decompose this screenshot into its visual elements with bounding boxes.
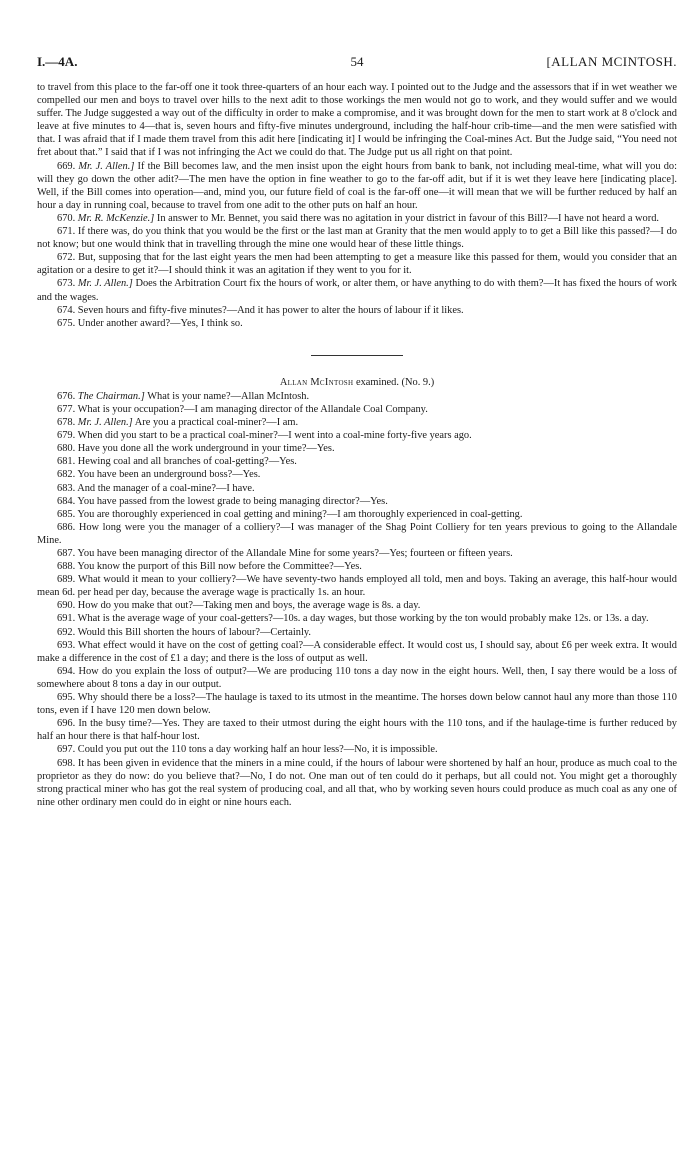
question-text: When did you start to be a practical coal-miner?—I went into a coal-mine forty-five years ago. [77,430,472,442]
question-number: 671. [57,226,76,238]
question-paragraph [37,743,677,756]
question-paragraph [37,547,677,560]
question-number: 680. [57,443,76,455]
section-divider [311,355,403,356]
question-text: How do you explain the loss of output?—We are producing 110 tons a day now in the eight hours. Well, then, I say there would be a loss of somewhere about 8 tons a day in our output. [37,665,677,690]
question-paragraph [37,429,677,442]
question-number: 682. [57,469,76,481]
question-paragraph [37,665,677,691]
question-paragraph [37,416,677,429]
question-text: What would it mean to your colliery?—We have seventy-two hands employed all told, men and boys. Taking an average, this half-hour would mean 6d. per head per day, because the average wage is practically 1s. an hour. [37,574,677,599]
question-paragraph [37,304,677,317]
question-number: 692. [57,626,76,638]
witness-heading [37,376,677,389]
page-number: 54 [350,54,364,69]
question-number: 676. [57,390,76,402]
question-number: 678. [57,417,76,429]
speaker-name: Mr. J. Allen.] [77,417,133,429]
evidence-section-2 [37,390,677,809]
question-number: 693. [57,639,76,651]
question-paragraph [37,599,677,612]
question-text: How long were you the manager of a colliery?—I was manager of the Shag Point Colliery for ten years previous to going to the Allandale Mine. [37,521,677,546]
question-number: 689. [57,574,76,586]
question-paragraph [37,403,677,416]
question-number: 675. [57,317,76,329]
question-number: 688. [57,561,76,573]
question-number: 691. [57,613,76,625]
question-number: 685. [57,508,76,520]
question-paragraph [37,626,677,639]
question-text: How do you make that out?—Taking men and boys, the average wage is 8s. a day. [77,600,421,612]
question-number: 670. [57,212,76,224]
witness-name: Allan McIntosh [279,376,354,388]
speaker-name: The Chairman.] [77,390,145,402]
page-body [37,81,677,809]
question-paragraph [37,639,677,665]
question-number: 672. [57,252,76,264]
question-text: Have you done all the work underground in your time?—Yes. [77,443,335,455]
speaker-name: Mr. R. McKenzie.] [77,212,155,224]
question-paragraph [37,521,677,547]
question-text: In answer to Mr. Bennet, you said there was no agitation in your district in favour of this Bill?—I have not heard a word. [156,212,659,224]
question-paragraph [37,508,677,521]
document-reference: I.—4A. [37,54,78,69]
question-paragraph [37,225,677,251]
question-text: Are you a practical coal-miner?—I am. [134,417,299,429]
question-text: And the manager of a coal-mine?—I have. [77,482,255,494]
question-text: You have passed from the lowest grade to being managing director?—Yes. [77,495,388,507]
question-paragraph [37,482,677,495]
question-text: You know the purport of this Bill now before the Committee?—Yes. [77,561,362,573]
question-text: Seven hours and fifty-five minutes?—And it has power to alter the hours of labour if it likes. [77,304,464,316]
question-number: 698. [57,757,76,769]
question-number: 674. [57,304,76,316]
question-paragraph [37,317,677,330]
question-text: What is your occupation?—I am managing director of the Allandale Coal Company. [77,403,428,415]
question-paragraph [37,495,677,508]
running-head-witness: [ALLAN MCINTOSH. [546,54,677,69]
question-text: You have been managing director of the Allandale Mine for some years?—Yes; fourteen or fifteen years. [77,548,513,559]
question-number: 695. [57,692,76,704]
question-paragraph [37,390,677,403]
question-number: 677. [57,403,76,415]
question-text: If there was, do you think that you would be the first or the last man at Granity that the men would apply to to get a Bill like this passed?—I do not know; but one would think that in travelling through the mine one would hear of these little things. [37,226,677,251]
question-text: You are thoroughly experienced in coal getting and mining?—I am thoroughly experienced in coal-getting. [77,508,523,520]
question-number: 694. [57,665,76,677]
question-text: Does the Arbitration Court fix the hours of work, or alter them, or have anything to do with them?—It has fixed the hours of work and the wages. [37,278,677,303]
speaker-name: Mr. J. Allen.] [77,278,133,290]
question-number: 679. [57,430,76,442]
question-paragraph [37,612,677,625]
question-paragraph [37,251,677,277]
question-paragraph [37,468,677,481]
question-text: You have been an underground boss?—Yes. [77,469,261,481]
question-paragraph [37,442,677,455]
question-number: 684. [57,495,76,507]
question-text: Under another award?—Yes, I think so. [77,317,243,329]
question-text: What is the average wage of your coal-getters?—10s. a day wages, but those working by the ton would probably make 12s. or 13s. a day. [77,613,649,625]
question-number: 681. [57,456,76,468]
question-paragraph [37,160,677,212]
evidence-section-1 [37,160,677,330]
page-header [37,54,677,74]
opening-paragraph: to travel from this place to the far-off one it took three-quarters of an hour each way. I pointed out to the Judge and the assessors that if in wet weather we compelled our men and boys to travel over hills to the next adit to those workings the men would not go to work, and they would suffer and we would suffer. The Judge suggested a way out of the difficulty in order to make a compromise, and it was brought down for the men to start work at 8 o'clock and leave at five minutes to 4—that is, seven hours and fifty-five minutes underground, including the half-hour crib-time—and the men were satisfied with that. I was afraid that if I made them travel from this adit here [indicating it] I would be infringing the Coal-mines Act. But the Judge said, “You need not fret about that.” I said that if I was not infringing the Act we could do that. The Judge put us all right on that point. [37,82,677,159]
question-number: 690. [57,600,76,612]
question-number: 696. [57,718,76,730]
question-text: Could you put out the 110 tons a day working half an hour less?—No, it is impossible. [77,744,438,756]
question-number: 687. [57,548,76,559]
question-text: But, supposing that for the last eight years the men had been attempting to get a measure like this passed for them, would you consider that an agitation or a desire to get it?—I should think it was an agitation if they went to you for it. [37,252,677,277]
question-text: It has been given in evidence that the miners in a mine could, if the hours of labour were shortened by half an hour, produce as much coal to the proprietor as they do now: do you believe that?—No, I do not. One man out of ten could do it perhaps, but all could not. You might get a thoroughly strong practical miner who has got the real system of producing coal, and all that, who by working seven hours could produce as much coal as any one of nine other ordinary men could do in eight or nine hours each. [37,757,677,808]
speaker-name: Mr. J. Allen.] [78,160,135,172]
question-number: 686. [57,521,76,533]
question-paragraph [37,455,677,468]
question-number: 669. [57,160,76,172]
question-text: Hewing coal and all branches of coal-getting?—Yes. [77,456,297,468]
question-paragraph [37,573,677,599]
question-paragraph [37,277,677,303]
question-text: In the busy time?—Yes. They are taxed to their utmost during the eight hours with the 110 tons, and if the haulage-time is further reduced by half an hour there is that half-hour lost. [37,718,677,743]
question-paragraph [37,757,677,809]
question-text: Why should there be a loss?—The haulage is taxed to its utmost in the meantime. The horses down below cannot haul any more than those 110 tons, even if I have 120 men down below. [37,692,677,717]
question-text: Would this Bill shorten the hours of labour?—Certainly. [77,626,312,638]
question-text: What effect would it have on the cost of getting coal?—A considerable effect. It would cost us, I should say, about £6 per week extra. It would make a difference in the cost of £1 a day; and there is the loss of output as well. [37,639,677,664]
question-paragraph [37,212,677,225]
question-paragraph [37,560,677,573]
question-number: 697. [57,744,76,756]
question-text: If the Bill becomes law, and the men insist upon the eight hours from bank to bank, not including meal-time, what will you do: will they go down the other adit?—The men have the option in fine weather to go to the far-off adit, but if it is wet they leave here [indicating place]. Well, if the Bill comes into operation—and, mind you, our future field of coal is the far-off one—it will mean that we will be further reduced by half an hour a day in running coal, because to travel from one adit to the other puts on half an hour. [37,160,677,211]
question-paragraph [37,717,677,743]
question-paragraph [37,691,677,717]
question-number: 683. [57,482,76,494]
question-number: 673. [57,278,76,290]
question-text: What is your name?—Allan McIntosh. [147,390,310,402]
witness-heading-suffix: examined. (No. 9.) [355,376,435,388]
